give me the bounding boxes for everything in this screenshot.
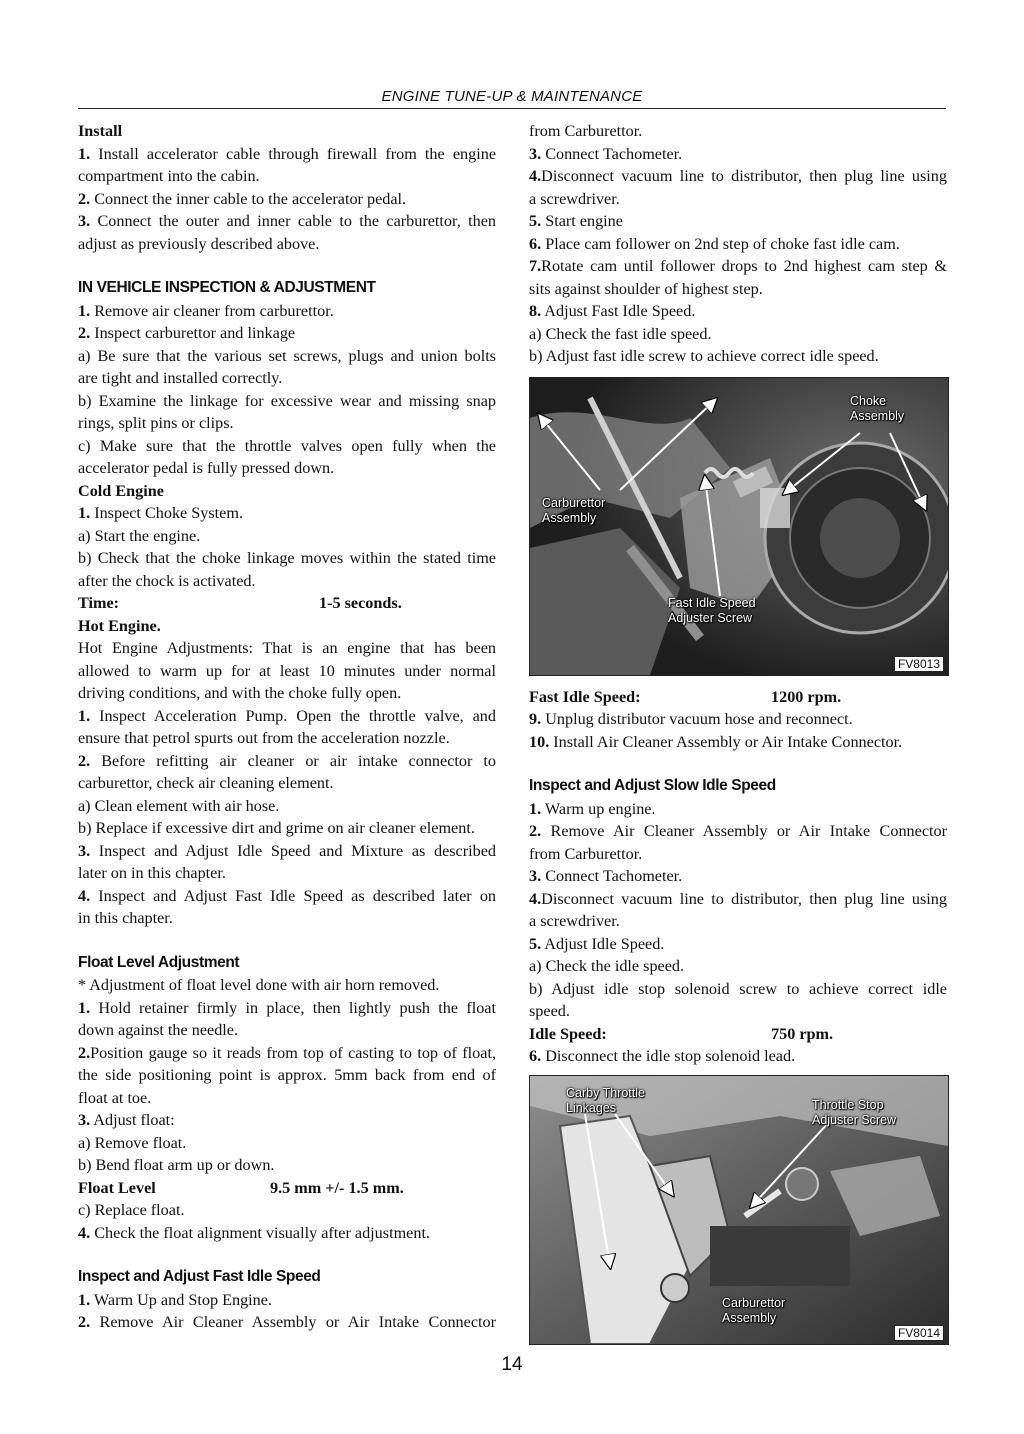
hot-step-4: 4. Inspect and Adjust Fast Idle Speed as described later on [78, 886, 497, 905]
slow-step-5-b: b) Adjust idle stop solenoid screw to achieve correct idle [529, 979, 947, 998]
cold-step-1: 1. Inspect Choke System. [78, 504, 244, 522]
fast-idle-speed-value: 1200 rpm. [771, 687, 842, 706]
float-note: * Adjustment of float level done with air horn removed. [78, 976, 440, 994]
fast-step-4: 4.Disconnect vacuum line to distributor, then plug line using [529, 167, 947, 185]
float-step-2: 2.Position gauge so it reads from top of casting to top of float, [78, 1043, 496, 1062]
float-step-2-cont2: float at toe. [78, 1088, 152, 1107]
install-step-1-cont: compartment into the cabin. [78, 167, 260, 185]
fast-step-8-a: a) Check the fast idle speed. [529, 324, 712, 343]
float-step-2-cont: the side positioning point is approx. 5mm back from end of [78, 1066, 496, 1084]
hot-para-1: Hot Engine Adjustments: That is an engine that has been [78, 639, 496, 657]
fast-step-10: 10. Install Air Cleaner Assembly or Air Intake Connector. [529, 732, 903, 751]
float-step-3-c: c) Replace float. [78, 1201, 185, 1219]
fast-step-7-cont: sits against shoulder of highest step. [529, 279, 763, 298]
choke-carburettor-photo [529, 377, 949, 676]
choke-assembly-callout: Choke Assembly [850, 393, 905, 423]
cold-engine-heading: Cold Engine [78, 481, 164, 500]
fast-step-2: 2. Remove Air Cleaner Assembly or Air Intake Connector [78, 1313, 496, 1331]
float-step-3-a: a) Remove float. [78, 1133, 187, 1152]
page-number: 14 [501, 1354, 523, 1375]
float-step-1-cont: down against the needle. [78, 1021, 239, 1039]
figure-id-fv8014: FV8014 [894, 1325, 944, 1341]
slow-step-2-cont: from Carburettor. [529, 844, 643, 863]
hot-step-3: 3. Inspect and Adjust Idle Speed and Mixture as described [78, 841, 497, 860]
cold-b: b) Check that the choke linkage moves within the stated time [78, 549, 496, 567]
float-level-heading: Float Level Adjustment [78, 953, 240, 971]
header-rule [78, 108, 946, 109]
fast-idle-speed-label: Fast Idle Speed: [529, 687, 641, 706]
hot-step-1: 1. Inspect Acceleration Pump. Open the throttle valve, and [78, 706, 496, 725]
left-column [78, 120, 496, 1334]
fast-idle-speed-spec [529, 686, 947, 709]
float-level-label: Float Level [78, 1178, 156, 1197]
slow-idle-heading: Inspect and Adjust Slow Idle Speed [529, 777, 776, 794]
in-vehicle-step-2: 2. Inspect carburettor and linkage [78, 324, 296, 342]
cold-a: a) Start the engine. [78, 526, 201, 545]
install-step-3-cont: adjust as previously described above. [78, 234, 320, 253]
in-vehicle-c-cont: accelerator pedal is fully pressed down. [78, 459, 335, 477]
install-step-1: 1. Install accelerator cable through firewall from the engine [78, 144, 497, 163]
fast-idle-screw-callout: Fast Idle Speed Adjuster Screw [668, 595, 756, 625]
in-vehicle-b-cont: rings, split pins or clips. [78, 414, 234, 432]
fast-step-9: 9. Unplug distributor vacuum hose and reconnect. [529, 710, 853, 728]
slow-step-6: 6. Disconnect the idle stop solenoid lead. [529, 1047, 796, 1065]
in-vehicle-step-1: 1. Remove air cleaner from carburettor. [78, 301, 334, 320]
fast-step-6: 6. Place cam follower on 2nd step of choke fast idle cam. [529, 234, 900, 253]
carburettor-assembly-callout-2: Carburettor Assembly [722, 1295, 786, 1325]
float-step-4: 4. Check the float alignment visually after adjustment. [78, 1223, 430, 1242]
slow-step-4-cont: a screwdriver. [529, 912, 620, 930]
time-value: 1-5 seconds. [319, 594, 402, 612]
time-spec [78, 592, 496, 615]
fast-step-4-cont: a screwdriver. [529, 189, 620, 208]
fast-step-1: 1. Warm Up and Stop Engine. [78, 1290, 272, 1309]
hot-step-2-b: b) Replace if excessive dirt and grime on air cleaner element. [78, 819, 475, 837]
hot-step-4-cont: in this chapter. [78, 909, 173, 927]
install-step-2: 2. Connect the inner cable to the accelerator pedal. [78, 189, 407, 208]
fast-step-7: 7.Rotate cam until follower drops to 2nd highest cam step & [529, 257, 947, 275]
install-heading: Install [78, 122, 123, 140]
float-level-value: 9.5 mm +/- 1.5 mm. [270, 1178, 404, 1197]
float-step-1: 1. Hold retainer firmly in place, then lightly push the float [78, 998, 496, 1017]
hot-step-1-cont: ensure that petrol spurts out from the acceleration nozzle. [78, 729, 450, 747]
hot-engine-heading: Hot Engine. [78, 616, 161, 635]
slow-step-2: 2. Remove Air Cleaner Assembly or Air Intake Connector [529, 822, 947, 840]
slow-step-5: 5. Adjust Idle Speed. [529, 934, 665, 953]
hot-step-3-cont: later on in this chapter. [78, 864, 226, 882]
idle-speed-label: Idle Speed: [529, 1024, 607, 1043]
in-vehicle-b: b) Examine the linkage for excessive wear and missing snap [78, 391, 496, 410]
install-step-3: 3. Connect the outer and inner cable to the carburettor, then [78, 212, 497, 230]
cold-b-cont: after the chock is activated. [78, 571, 256, 590]
in-vehicle-a-cont: are tight and installed correctly. [78, 369, 283, 387]
time-label: Time: [78, 594, 120, 612]
slow-step-1: 1. Warm up engine. [529, 799, 656, 818]
hot-para-3: driving conditions, and with the choke fully open. [78, 684, 402, 702]
slow-step-4: 4.Disconnect vacuum line to distributor, then plug line using [529, 889, 947, 908]
hot-step-2-cont: carburettor, check air cleaning element. [78, 774, 334, 792]
in-vehicle-c: c) Make sure that the throttle valves open fully when the [78, 436, 496, 455]
hot-step-2-a: a) Clean element with air hose. [78, 796, 280, 815]
slow-step-5-a: a) Check the idle speed. [529, 957, 685, 975]
in-vehicle-heading: IN VEHICLE INSPECTION & ADJUSTMENT [78, 279, 376, 296]
float-level-spec [78, 1177, 496, 1200]
carby-throttle-linkages-callout: Carby Throttle Linkages [566, 1085, 645, 1115]
slow-step-5-b-cont: speed. [529, 1002, 570, 1020]
carburettor-assembly-callout: Carburettor Assembly [542, 495, 606, 525]
float-step-3-b: b) Bend float arm up or down. [78, 1156, 275, 1174]
fast-step-8: 8. Adjust Fast Idle Speed. [529, 302, 696, 320]
float-step-3: 3. Adjust float: [78, 1111, 175, 1129]
idle-speed-spec [529, 1023, 947, 1046]
throttle-stop-screw-callout: Throttle Stop Adjuster Screw [812, 1097, 897, 1127]
figure-id-fv8013: FV8013 [894, 656, 944, 672]
fast-step-8-b: b) Adjust fast idle screw to achieve correct idle speed. [529, 347, 879, 365]
hot-step-2: 2. Before refitting air cleaner or air intake connector to [78, 751, 497, 770]
fast-step-2-cont: from Carburettor. [529, 122, 643, 140]
hot-para-2: allowed to warm up for at least 10 minutes under normal [78, 661, 496, 680]
running-header: ENGINE TUNE-UP & MAINTENANCE [381, 88, 643, 105]
throttle-stop-photo [529, 1075, 949, 1345]
idle-speed-value: 750 rpm. [771, 1024, 834, 1043]
fast-idle-heading: Inspect and Adjust Fast Idle Speed [78, 1268, 321, 1285]
right-column [529, 120, 947, 1345]
fast-step-3: 3. Connect Tachometer. [529, 144, 683, 163]
slow-step-3: 3. Connect Tachometer. [529, 867, 683, 885]
fast-step-5: 5. Start engine [529, 212, 623, 230]
in-vehicle-a: a) Be sure that the various set screws, plugs and union bolts [78, 346, 496, 365]
